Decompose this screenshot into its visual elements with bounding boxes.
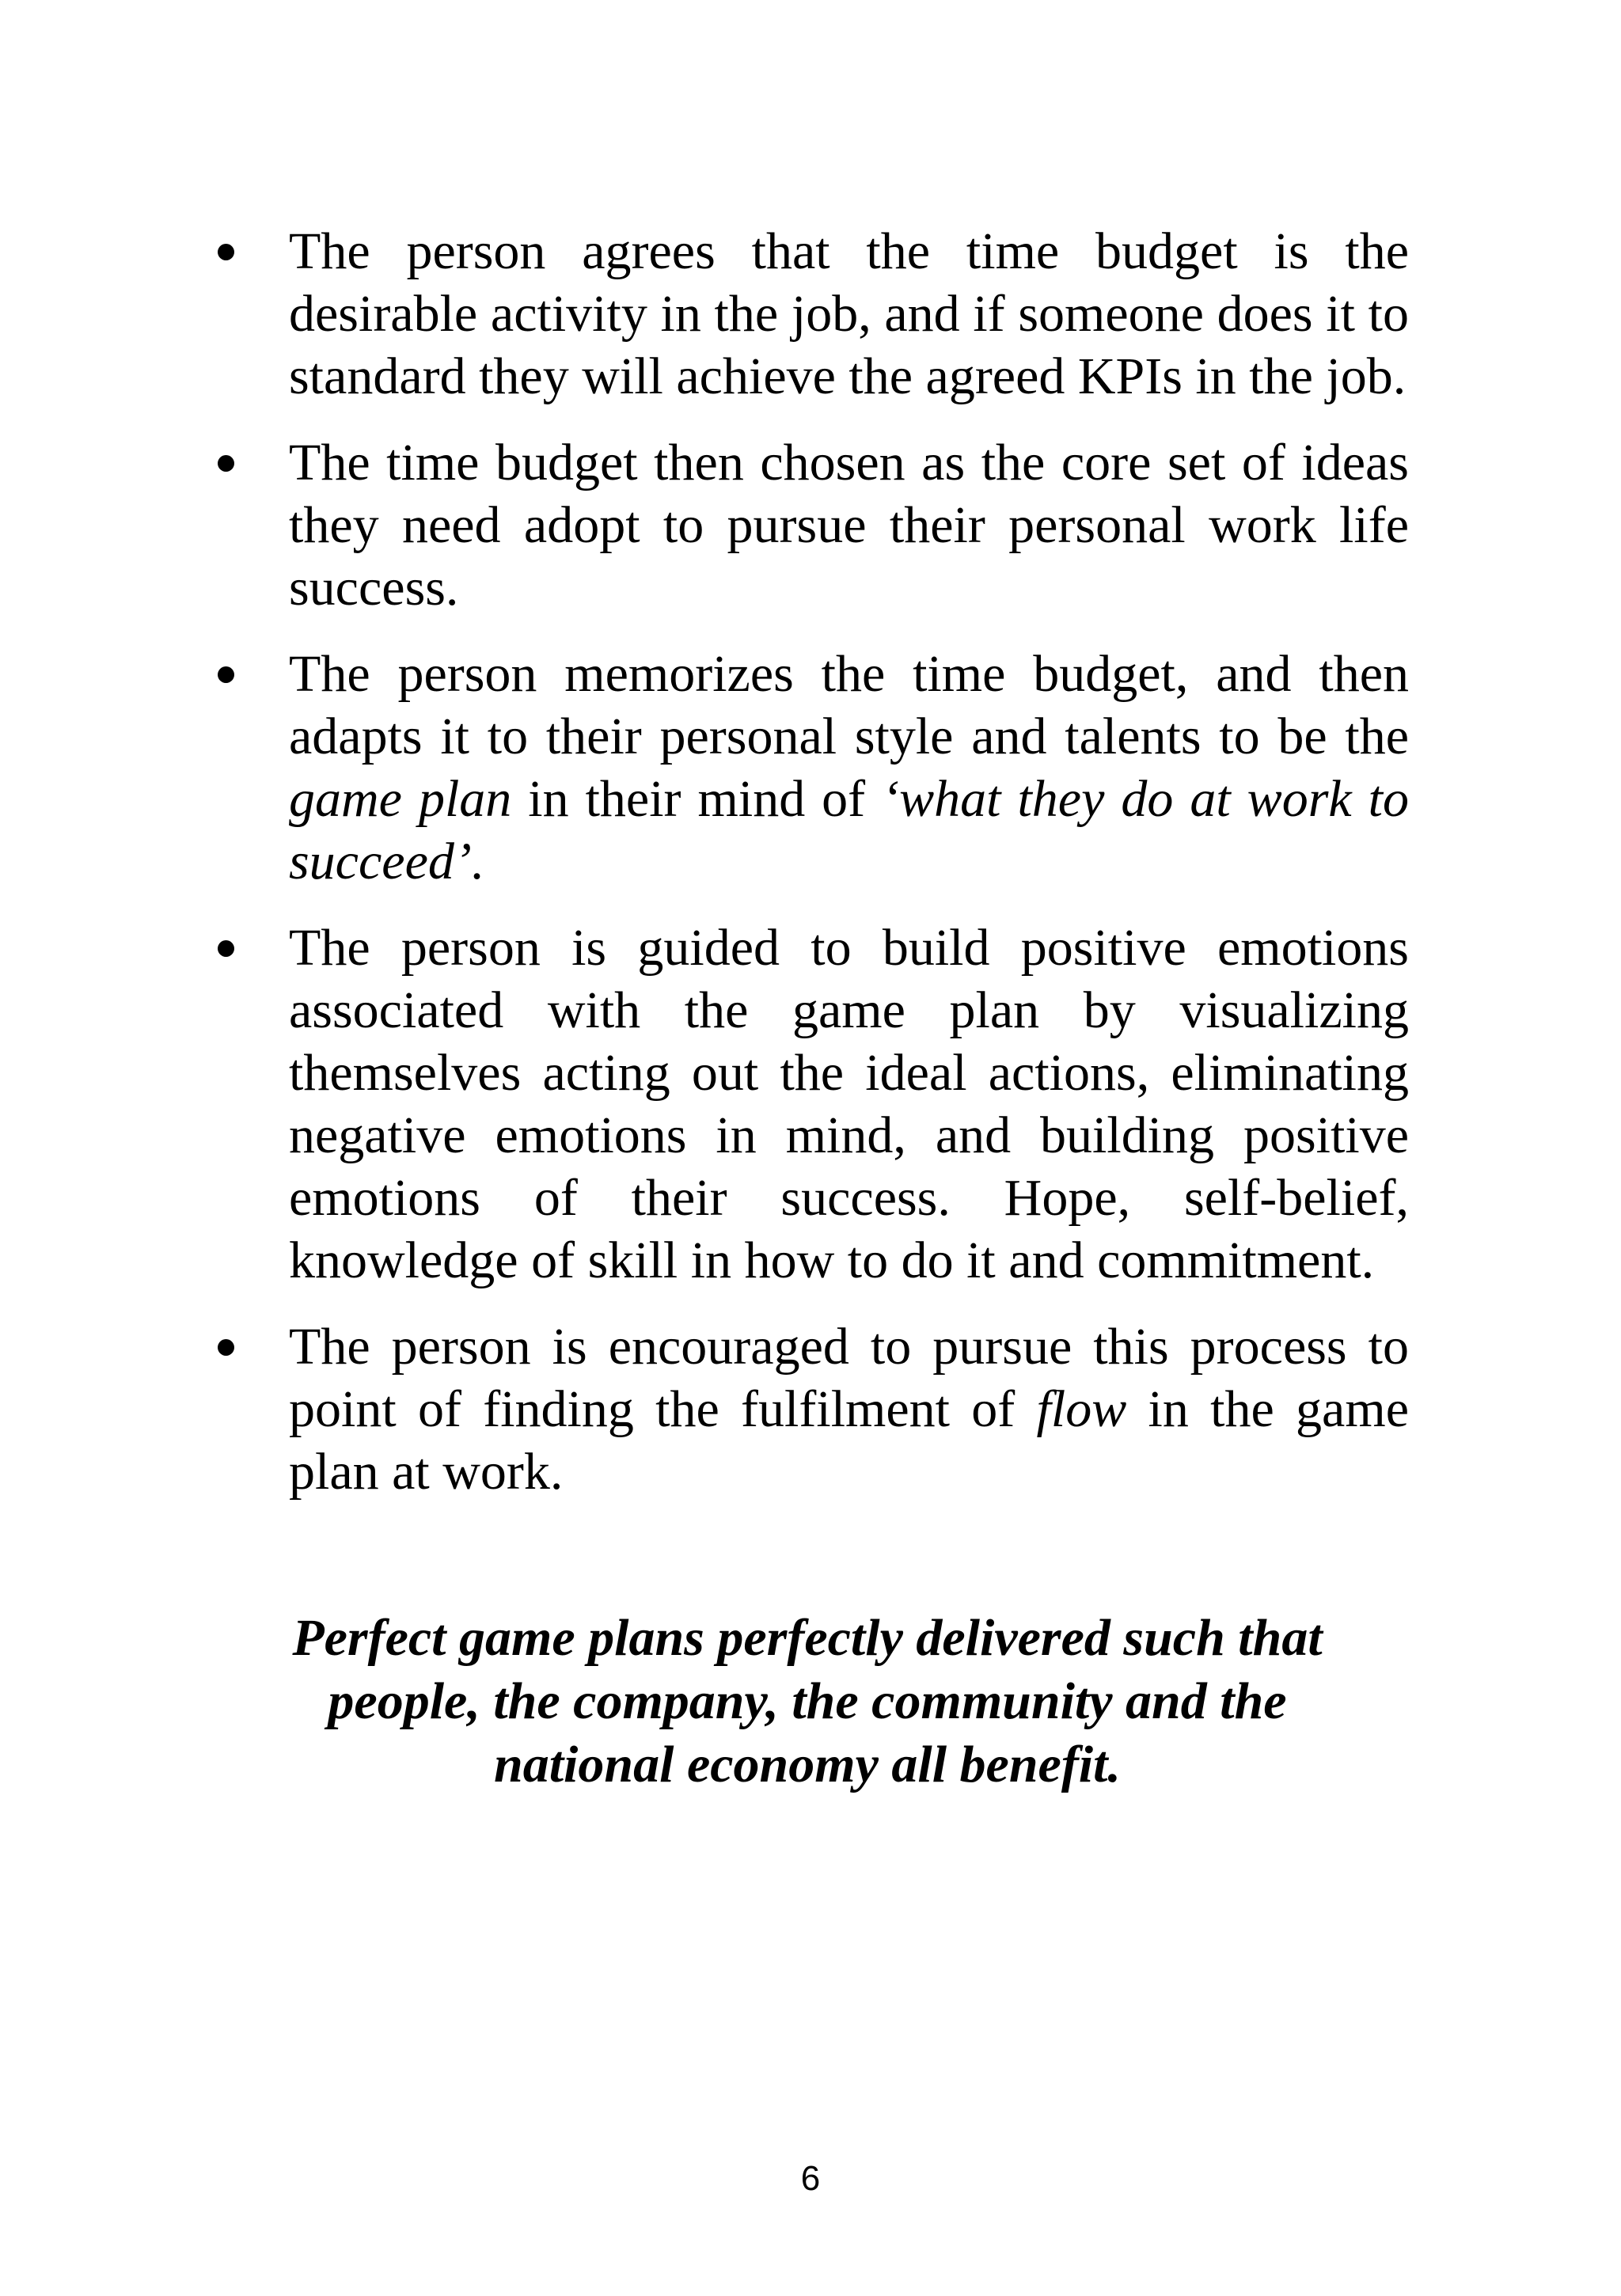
bullet-text (289, 919, 1409, 1289)
text-segment: The person is encouraged to pursue this process to point of finding the fulfilment of (289, 1318, 1409, 1438)
italic-text-segment: game plan (289, 770, 512, 828)
page-number: 6 (800, 2159, 821, 2198)
text-segment: The person agrees that the time budget is the desirable activity in the job, and if someone does it to standard they will achieve the agreed KPIs in the job. (289, 222, 1409, 405)
bullet-text (289, 1318, 1409, 1501)
text-segment: The person memorizes the time budget, and then adapts it to their personal style and talents to be the (289, 645, 1409, 765)
bullet-item (210, 431, 1409, 619)
italic-text-segment: ‘what they do at work to succeed’. (289, 770, 1409, 890)
bullet-text (289, 434, 1409, 617)
text-segment: The person is guided to build positive emotions associated with the game plan by visualizing themselves acting out the ideal actions, eliminating negative emotions in mind, and building positive emotions of their success. Hope, self-belief, knowledge of skill in how to do it and commitment. (289, 919, 1409, 1289)
bullet-item (210, 917, 1409, 1292)
bullet-item (210, 643, 1409, 893)
bullet-dot-icon (218, 666, 234, 683)
bullet-dot-icon (218, 940, 234, 957)
bullet-dot-icon (218, 455, 234, 472)
bullet-dot-icon (218, 1339, 234, 1356)
bullet-item (210, 1315, 1409, 1503)
bullet-text (289, 222, 1409, 405)
bullet-list (210, 220, 1409, 1527)
italic-text-segment: flow (1036, 1380, 1127, 1438)
text-segment: in their mind of (511, 770, 883, 828)
bullet-text (289, 645, 1409, 890)
closing-statement: Perfect game plans perfectly delivered such that people, the company, the community and the national economy all benefit. (292, 1609, 1323, 1793)
bullet-item (210, 220, 1409, 408)
text-segment: in the game plan at work. (289, 1380, 1409, 1501)
text-segment: The time budget then chosen as the core set of ideas they need adopt to pursue their personal work life success. (289, 434, 1409, 617)
bullet-dot-icon (218, 244, 234, 260)
